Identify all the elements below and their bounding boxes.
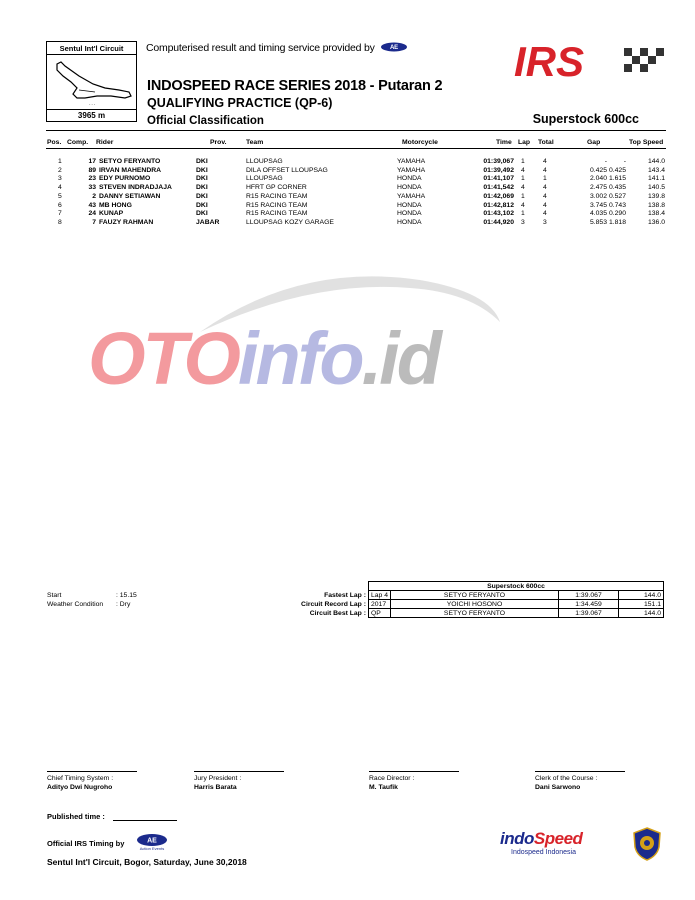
fastest-lap-label: Fastest Lap : <box>324 592 366 599</box>
cell-speed: 144.0 <box>647 158 665 165</box>
col-total: Total <box>538 139 554 146</box>
cell-lap: 4 <box>521 166 525 174</box>
record-lap-label: Circuit Record Lap : <box>301 601 366 608</box>
cell-moto: HONDA <box>397 184 422 192</box>
col-motorcycle: Motorcycle <box>402 139 438 146</box>
start-value: : 15.15 <box>116 592 137 599</box>
cell-moto: HONDA <box>397 210 422 218</box>
col-time: Time <box>496 139 512 146</box>
cell-total: 3 <box>543 218 547 226</box>
circuit-name: Sentul Int'l Circuit <box>47 42 136 55</box>
official-role: Race Director : <box>369 775 415 782</box>
best-lap-rider: SETYO FERYANTO <box>391 609 559 618</box>
cell-time: 01:42,812 <box>483 201 514 209</box>
best-lap-speed: 144.0 <box>619 609 664 618</box>
cell-total: 1 <box>543 175 547 183</box>
cell-moto: HONDA <box>397 218 422 226</box>
cell-total: 4 <box>543 166 547 174</box>
col-team: Team <box>246 139 264 146</box>
signature-line <box>47 771 137 772</box>
cell-lap: 3 <box>521 218 525 226</box>
otoinfo-watermark <box>88 316 439 401</box>
published-time-line <box>113 820 177 821</box>
official-role: Chief Timing System : <box>47 775 114 782</box>
cell-speed: 141.1 <box>647 175 665 183</box>
cell-rider: DANNY SETIAWAN <box>99 192 161 200</box>
category-title: Superstock 600cc <box>532 112 639 126</box>
cell-gap1: 5.853 <box>589 218 607 226</box>
cell-gap2: 0.425 <box>608 166 626 174</box>
circuit-box <box>46 41 137 122</box>
cell-pos: 3 <box>58 175 62 183</box>
cell-total: 4 <box>543 192 547 200</box>
cell-rider: FAUZY RAHMAN <box>99 218 154 226</box>
cell-team: R15 RACING TEAM <box>246 210 308 218</box>
cell-gap2: 0.435 <box>608 184 626 192</box>
cell-time: 01:41,107 <box>483 175 514 183</box>
cell-rider: EDY PURNOMO <box>99 175 151 183</box>
cell-prov: DKI <box>196 158 208 165</box>
cell-gap2: 1.818 <box>608 218 626 226</box>
provided-by-text: Computerised result and timing service provided by <box>146 42 375 54</box>
action-events-logo <box>379 42 409 54</box>
best-lap-time: 1:34.459 <box>559 600 619 609</box>
weather-label: Weather Condition <box>47 601 104 608</box>
cell-moto: YAMAHA <box>397 166 426 174</box>
cell-team: HFRT GP CORNER <box>246 184 307 192</box>
cell-pos: 4 <box>58 184 62 192</box>
cell-pos: 7 <box>58 210 62 218</box>
cell-pos: 6 <box>58 201 62 209</box>
indospeed-logo <box>500 830 630 856</box>
cell-comp: 17 <box>88 158 96 165</box>
cell-lap: 1 <box>521 210 525 218</box>
cell-rider: SETYO FERYANTO <box>99 158 161 165</box>
best-laps-row <box>369 609 664 618</box>
official-name: Dani Sarwono <box>535 784 581 791</box>
footer-location-date: Sentul Int'l Circuit, Bogor, Saturday, June 30,2018 <box>47 857 247 867</box>
cell-gap1: - <box>604 158 607 165</box>
cell-moto: YAMAHA <box>397 158 426 165</box>
signature-line <box>535 771 625 772</box>
official-role: Jury President : <box>194 775 242 782</box>
cell-comp: 2 <box>92 192 96 200</box>
cell-gap1: 2.475 <box>589 184 607 192</box>
cell-gap1: 0.425 <box>589 166 607 174</box>
shield-emblem-icon <box>632 827 662 861</box>
cell-rider: KUNAP <box>99 210 124 218</box>
classification-title: Official Classification <box>147 115 264 127</box>
cell-total: 4 <box>543 158 547 165</box>
cell-comp: 43 <box>88 201 96 209</box>
indospeed-logo-part2: Speed <box>533 829 583 848</box>
irs-logo-text: IRS <box>514 40 585 82</box>
cell-gap1: 2.040 <box>589 175 607 183</box>
cell-comp: 33 <box>88 184 96 192</box>
cell-gap2: 0.290 <box>608 210 626 218</box>
cell-prov: DKI <box>196 201 208 209</box>
col-rider: Rider <box>96 139 114 146</box>
cell-time: 01:43,102 <box>483 210 514 218</box>
cell-team: DILA OFFSET LLOUPSAG <box>246 166 328 174</box>
cell-total: 4 <box>543 201 547 209</box>
cell-comp: 23 <box>88 175 96 183</box>
cell-team: LLOUPSAG <box>246 158 283 165</box>
cell-moto: HONDA <box>397 201 422 209</box>
cell-prov: DKI <box>196 175 208 183</box>
cell-pos: 1 <box>58 158 62 165</box>
session-title: QUALIFYING PRACTICE (QP-6) <box>147 96 333 110</box>
cell-lap: 1 <box>521 192 525 200</box>
cell-rider: MB HONG <box>99 201 132 209</box>
best-lap-time: 1:39.067 <box>559 591 619 600</box>
svg-text:AE: AE <box>147 837 157 845</box>
provided-by-line <box>146 42 409 54</box>
cell-prov: DKI <box>196 192 208 200</box>
col-pos: Pos. <box>47 139 62 146</box>
best-lap-rider: YOICHI HOSONO <box>391 600 559 609</box>
cell-speed: 138.8 <box>647 201 665 209</box>
cell-total: 4 <box>543 184 547 192</box>
watermark-oto: OTO <box>88 317 238 400</box>
col-top-speed: Top Speed <box>629 139 664 146</box>
irs-logo <box>512 40 670 82</box>
cell-lap: 4 <box>521 184 525 192</box>
indospeed-logo-sub: Indospeed Indonesia <box>511 849 576 856</box>
divider-header <box>46 148 666 149</box>
cell-speed: 136.0 <box>647 218 665 226</box>
cell-comp: 7 <box>92 218 96 226</box>
cell-gap1: 4.035 <box>589 210 607 218</box>
cell-time: 01:39,492 <box>483 166 514 174</box>
best-lap-time: 1:39.067 <box>559 609 619 618</box>
cell-speed: 140.5 <box>647 184 665 192</box>
signature-line <box>369 771 459 772</box>
watermark-info: info <box>237 317 362 400</box>
cell-rider: IRVAN MAHENDRA <box>99 166 162 174</box>
best-lap-speed: 151.1 <box>619 600 664 609</box>
best-laps-row <box>369 600 664 609</box>
event-title: INDOSPEED RACE SERIES 2018 - Putaran 2 <box>147 78 443 94</box>
cell-prov: DKI <box>196 184 208 192</box>
cell-gap2: 0.527 <box>608 192 626 200</box>
cell-speed: 138.4 <box>647 210 665 218</box>
cell-moto: YAMAHA <box>397 192 426 200</box>
cell-total: 4 <box>543 210 547 218</box>
col-lap: Lap <box>518 139 531 146</box>
cell-team: LLOUPSAG <box>246 175 283 183</box>
cell-lap: 4 <box>521 201 525 209</box>
official-role: Clerk of the Course : <box>535 775 598 782</box>
cell-pos: 8 <box>58 218 62 226</box>
cell-gap1: 3.002 <box>589 192 607 200</box>
official-name: Adityo Dwi Nugroho <box>47 784 113 791</box>
cell-rider: STEVEN INDRADJAJA <box>99 184 172 192</box>
cell-pos: 2 <box>58 166 62 174</box>
best-lap-ref: Lap 4 <box>369 591 391 600</box>
cell-time: 01:42,069 <box>483 192 514 200</box>
cell-prov: DKI <box>196 210 208 218</box>
col-gap: Gap <box>587 139 601 146</box>
cell-gap1: 3.745 <box>589 201 607 209</box>
cell-gap2: - <box>623 158 626 165</box>
cell-prov: DKI <box>196 166 208 174</box>
cell-pos: 5 <box>58 192 62 200</box>
cell-lap: 1 <box>521 158 525 165</box>
start-label: Start <box>47 592 62 599</box>
signature-line <box>194 771 284 772</box>
divider-top <box>46 130 666 131</box>
col-prov: Prov. <box>210 139 227 146</box>
cell-comp: 89 <box>88 166 96 174</box>
watermark-id: .id <box>361 317 439 400</box>
cell-speed: 139.8 <box>647 192 665 200</box>
cell-speed: 143.4 <box>647 166 665 174</box>
weather-value: : Dry <box>116 601 131 608</box>
best-laps-table <box>368 581 664 618</box>
cell-time: 01:39,067 <box>483 158 514 165</box>
published-time-label: Published time : <box>47 812 105 821</box>
cell-moto: HONDA <box>397 175 422 183</box>
cell-comp: 24 <box>88 210 96 218</box>
cell-team: R15 RACING TEAM <box>246 201 308 209</box>
best-laps-header: Superstock 600cc <box>369 582 664 591</box>
cell-team: R15 RACING TEAM <box>246 192 308 200</box>
official-timing-label: Official IRS Timing by <box>47 839 125 848</box>
checkered-flag-icon <box>624 48 664 72</box>
cell-prov: JABAR <box>196 218 220 226</box>
official-name: Harris Barata <box>194 784 237 791</box>
best-lap-ref: 2017 <box>369 600 391 609</box>
circuit-map-icon <box>49 58 135 108</box>
cell-lap: 1 <box>521 175 525 183</box>
best-lap-ref: QP <box>369 609 391 618</box>
action-events-text: Action Events <box>139 846 165 851</box>
cell-time: 01:44,920 <box>483 218 514 226</box>
cell-gap2: 0.743 <box>608 201 626 209</box>
action-events-logo <box>134 833 170 851</box>
circuit-length: 3965 m <box>47 109 136 121</box>
best-lap-label: Circuit Best Lap : <box>309 610 366 617</box>
svg-text:- - -: - - - <box>89 101 96 106</box>
cell-time: 01:41,542 <box>483 184 514 192</box>
cell-gap2: 1.615 <box>608 175 626 183</box>
official-name: M. Taufik <box>369 784 398 791</box>
cell-team: LLOUPSAG KOZY GARAGE <box>246 218 334 226</box>
best-lap-rider: SETYO FERYANTO <box>391 591 559 600</box>
col-comp: Comp. <box>67 139 89 146</box>
svg-text:AE: AE <box>390 45 399 52</box>
best-laps-row <box>369 591 664 600</box>
best-lap-speed: 144.0 <box>619 591 664 600</box>
indospeed-logo-part1: indo <box>500 829 534 848</box>
